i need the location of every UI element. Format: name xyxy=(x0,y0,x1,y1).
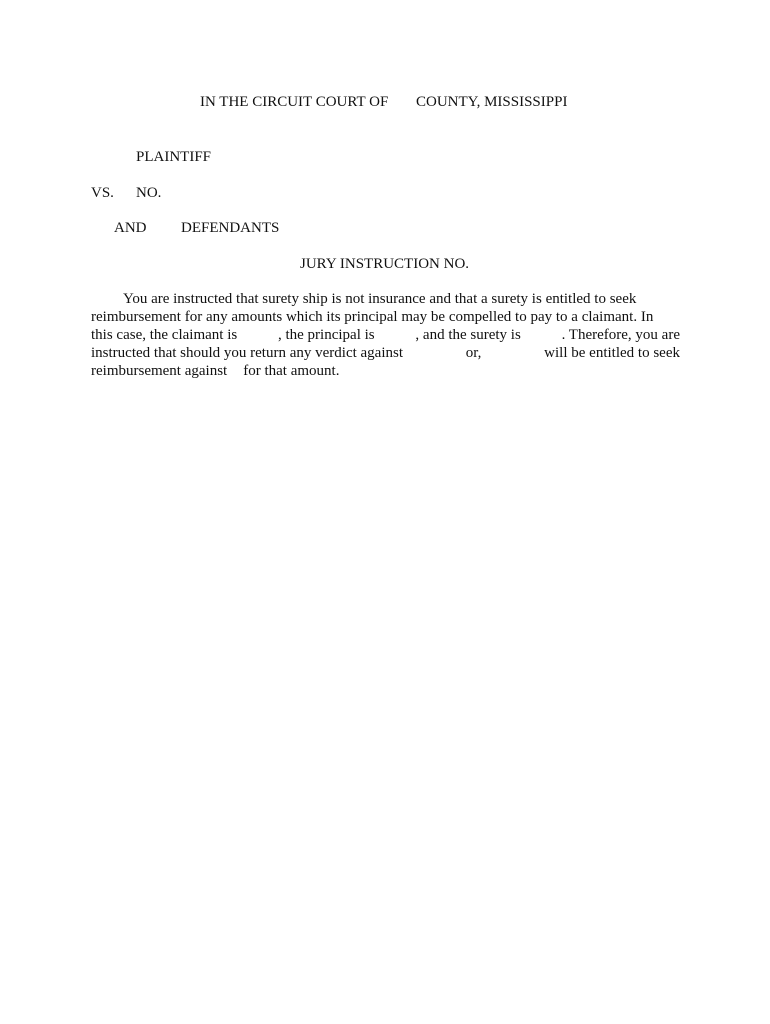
case-number-label: NO. xyxy=(136,185,162,201)
plaintiff-label: PLAINTIFF xyxy=(136,149,212,165)
court-caption-county: COUNTY, MISSISSIPPI xyxy=(416,94,568,110)
or-phrase: or, xyxy=(465,345,482,361)
principal-phrase: , the principal is xyxy=(277,327,375,343)
amount-phrase: for that amount. xyxy=(243,363,340,379)
paragraph-line-1 xyxy=(91,290,680,308)
versus-label: VS. xyxy=(91,185,114,201)
paragraph-line-3 xyxy=(91,326,680,344)
therefore-phrase: . Therefore, you are xyxy=(561,327,680,343)
reimbursement-phrase: reimbursement against xyxy=(91,363,228,379)
paragraph-line-5 xyxy=(91,362,680,380)
jury-instruction-title: JURY INSTRUCTION NO. xyxy=(300,256,470,272)
paragraph-line-4 xyxy=(91,344,680,362)
court-caption-prefix: IN THE CIRCUIT COURT OF xyxy=(200,94,389,110)
claimant-phrase: this case, the claimant is xyxy=(91,327,238,343)
and-label: AND xyxy=(114,220,147,236)
defendants-label: DEFENDANTS xyxy=(181,220,280,236)
verdict-phrase: instructed that should you return any verdict against xyxy=(91,345,404,361)
entitled-phrase: will be entitled to seek xyxy=(544,345,680,361)
paragraph-line-2-text: reimbursement for any amounts which its principal may be compelled to pay to a claimant. In xyxy=(91,309,654,325)
surety-phrase: , and the surety is xyxy=(415,327,521,343)
paragraph-line-2 xyxy=(91,308,680,326)
paragraph-line-1-text: You are instructed that surety ship is not insurance and that a surety is entitled to seek xyxy=(123,291,637,307)
